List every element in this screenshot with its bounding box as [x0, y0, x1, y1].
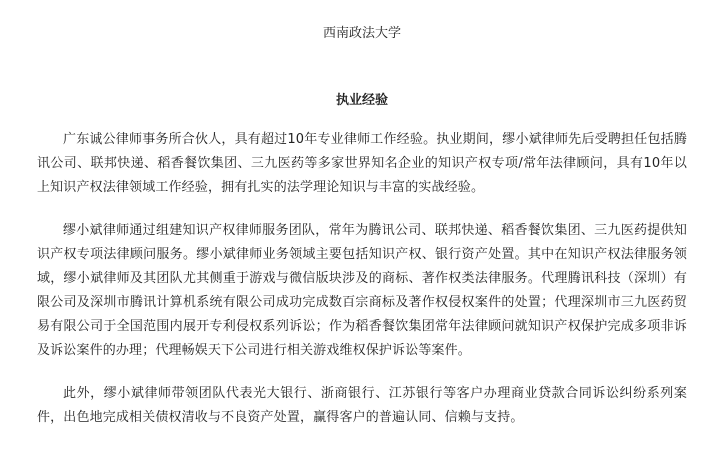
paragraph-introduction: 广东诚公律师事务所合伙人，具有超过10年专业律师工作经验。执业期间，缪小斌律师先后受聘担任包括腾讯公司、联邦快递、稻香餐饮集团、三九医药等多家世界知名企业的知识产权专项/常年法律顾问，具有10年以上知识产权法律领域工作经验，拥有扎实的法学理论知识与丰富的实战经验。: [37, 132, 687, 195]
paragraph-banking-services: 此外，缪小斌律师带领团队代表光大银行、浙商银行、江苏银行等客户办理商业贷款合同诉讼纠纷系列案件，出色地完成相关债权清收与不良资产处置，赢得客户的普遍认同、信赖与支持。: [37, 386, 687, 425]
paragraph-ip-services: 缪小斌律师通过组建知识产权律师服务团队，常年为腾讯公司、联邦快递、稻香餐饮集团、三九医药提供知识产权专项法律顾问服务。缪小斌律师业务领域主要包括知识产权、银行资产处置。其中在知识产权法律服务领域，缪小斌律师及其团队尤其侧重于游戏与微信版块涉及的商标、著作权类法律服务。代理腾讯科技（深圳）有限公司及深圳市腾讯计算机系统有限公司成功完成数百宗商标及著作权侵权案件的处置；代理深圳市三九医药贸易有限公司于全国范围内展开专利侵权系列诉讼；作为稻香餐饮集团常年法律顾问就知识产权保护完成多项非诉及诉讼案件的办理；代理畅娱天下公司进行相关游戏维权保护诉讼等案件。: [37, 223, 687, 358]
section-heading-practice-experience: 执业经验: [335, 93, 388, 108]
university-title: 西南政法大学: [322, 26, 401, 41]
